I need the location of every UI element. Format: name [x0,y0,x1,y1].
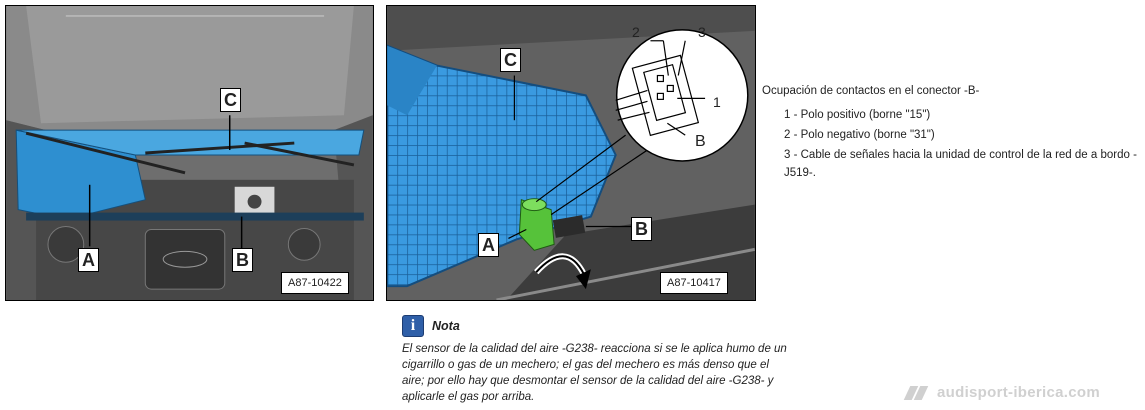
legend-title: Ocupación de contactos en el conector -B- [762,85,980,97]
contact-legend [762,82,1142,184]
note-header [402,315,792,337]
sensor-detail-illustration [387,6,755,300]
figure-code: A87-10417 [660,272,728,294]
callout-b: B [232,248,253,272]
legend-item: 3 - Cable de señales hacia la unidad de control de la red de a bordo -J519-. [784,149,1137,179]
legend-item: 1 - Polo positivo (borne "15") [784,109,931,121]
legend-item: 2 - Polo negativo (borne "31") [784,129,935,141]
info-icon: i [402,315,424,337]
engine-bay-illustration [6,6,373,300]
note-box [402,315,792,405]
pin-label-3: 3 [698,24,706,40]
sensor-detail-figure [386,5,756,301]
callout-a: A [78,248,99,272]
watermark-logo-icon [905,386,931,400]
site-watermark [905,384,1100,401]
legend-list [762,106,1142,182]
callout-b: B [631,217,652,241]
callout-c: C [500,48,521,72]
callout-c: C [220,88,241,112]
note-body: El sensor de la calidad del aire -G238- reacciona si se le aplica humo de un cigarrillo o gas de un mechero; el gas del mechero es más denso que el aire; por ello hay que desmontar el sensor de la calidad del aire -G238- y aplicarle el gas por arriba. [402,343,787,403]
pin-label-1: 1 [713,94,721,110]
watermark-text: audisport-iberica.com [937,384,1101,401]
figure-code: A87-10422 [281,272,349,294]
pin-label-2: 2 [632,24,640,40]
note-heading: Nota [432,319,460,333]
connector-label-b: B [695,133,706,150]
callout-a: A [478,233,499,257]
engine-bay-figure [5,5,374,301]
